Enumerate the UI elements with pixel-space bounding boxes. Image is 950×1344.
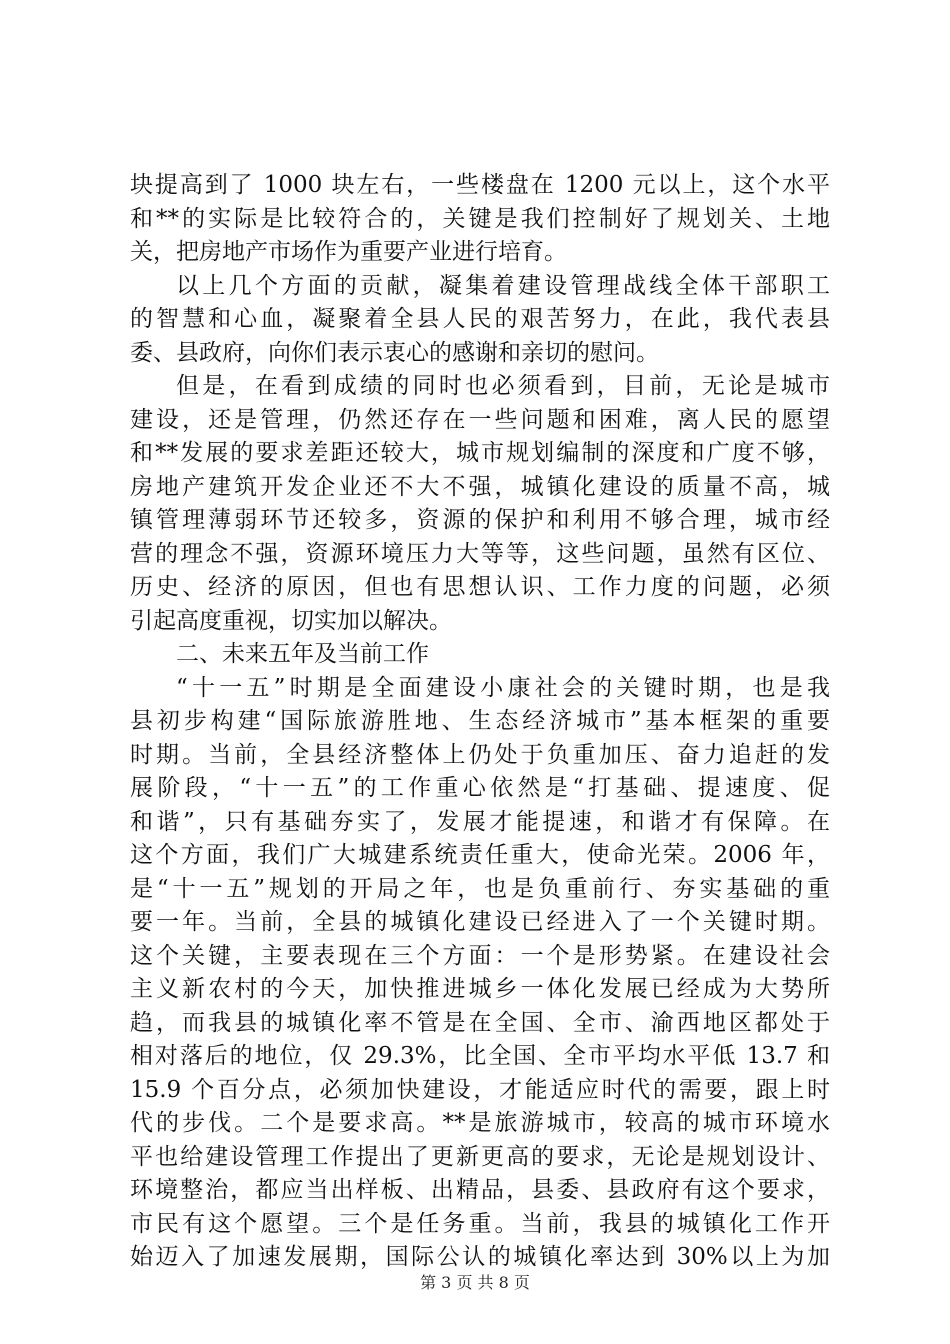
text-line: 展阶段，“十一五”的工作重心依然是“打基础、提速度、促 [130,775,830,801]
text-line: 始迈入了加速发展期，国际公认的城镇化率达到 30%以上为加 [130,1244,830,1270]
text-line: 的智慧和心血，凝聚着全县人民的艰苦努力，在此，我代表县 [130,306,830,332]
text-line: 是“十一五”规划的开局之年，也是负重前行、夯实基础的重 [130,875,830,902]
text-line: 这个关键，主要表现在三个方面：一个是形势紧。在建设社会 [130,942,830,969]
text-line: 块提高到了 1000 块左右，一些楼盘在 1200 元以上，这个水平 [130,172,830,198]
text-line: 县初步构建“国际旅游胜地、生态经济城市”基本框架的重要 [130,708,830,734]
text-line: 营的理念不强，资源环境压力大等等，这些问题，虽然有区位、 [130,540,830,567]
text-line: 和**发展的要求差距还较大，城市规划编制的深度和广度不够， [130,440,830,466]
text-line: 但是，在看到成绩的同时也必须看到，目前，无论是城市 [176,373,830,399]
text-line: 关，把房地产市场作为重要产业进行培育。 [130,239,567,265]
document-body [130,169,830,1275]
text-line: 环境整治，都应当出样板、出精品，县委、县政府有这个要求， [130,1177,830,1203]
text-line: 房地产建筑开发企业还不大不强，城镇化建设的质量不高，城 [130,473,830,500]
text-line: 趋，而我县的城镇化率不管是在全国、全市、渝西地区都处于 [130,1009,830,1036]
text-line: 15.9 个百分点，必须加快建设，才能适应时代的需要，跟上时 [130,1076,830,1103]
text-line: 引起高度重视，切实加以解决。 [130,607,452,634]
text-line: 历史、经济的原因，但也有思想认识、工作力度的问题，必须 [130,574,830,600]
text-line: 时期。当前，全县经济整体上仍处于负重加压、奋力追赶的发 [130,741,830,768]
text-line: “十一五”时期是全面建设小康社会的关键时期，也是我 [176,674,830,701]
text-line: 和谐”，只有基础夯实了，发展才能提速，和谐才有保障。在 [130,808,830,835]
text-line: 平也给建设管理工作提出了更新更高的要求，无论是规划设计、 [130,1143,830,1170]
text-line: 以上几个方面的贡献，凝集着建设管理战线全体干部职工 [176,272,830,299]
text-line: 相对落后的地位，仅 29.3%，比全国、全市平均水平低 13.7 和 [130,1043,830,1069]
text-line: 主义新农村的今天，加快推进城乡一体化发展已经成为大势所 [130,976,830,1002]
text-line: 要一年。当前，全县的城镇化建设已经进入了一个关键时期。 [130,909,830,935]
text-line: 代的步伐。二个是要求高。**是旅游城市，较高的城市环境水 [130,1110,830,1136]
text-line: 这个方面，我们广大城建系统责任重大，使命光荣。2006 年， [130,842,830,868]
page-number-footer: 第 3 页 共 8 页 [420,1273,530,1292]
text-line: 和**的实际是比较符合的，关键是我们控制好了规划关、土地 [130,205,830,232]
section-heading: 二、未来五年及当前工作 [176,641,429,667]
text-line: 市民有这个愿望。三个是任务重。当前，我县的城镇化工作开 [130,1210,830,1237]
text-line: 委、县政府，向你们表示衷心的感谢和亲切的慰问。 [130,339,659,366]
text-line: 镇管理薄弱环节还较多，资源的保护和利用不够合理，城市经 [130,507,830,533]
text-line: 建设，还是管理，仍然还存在一些问题和困难，离人民的愿望 [130,406,830,433]
